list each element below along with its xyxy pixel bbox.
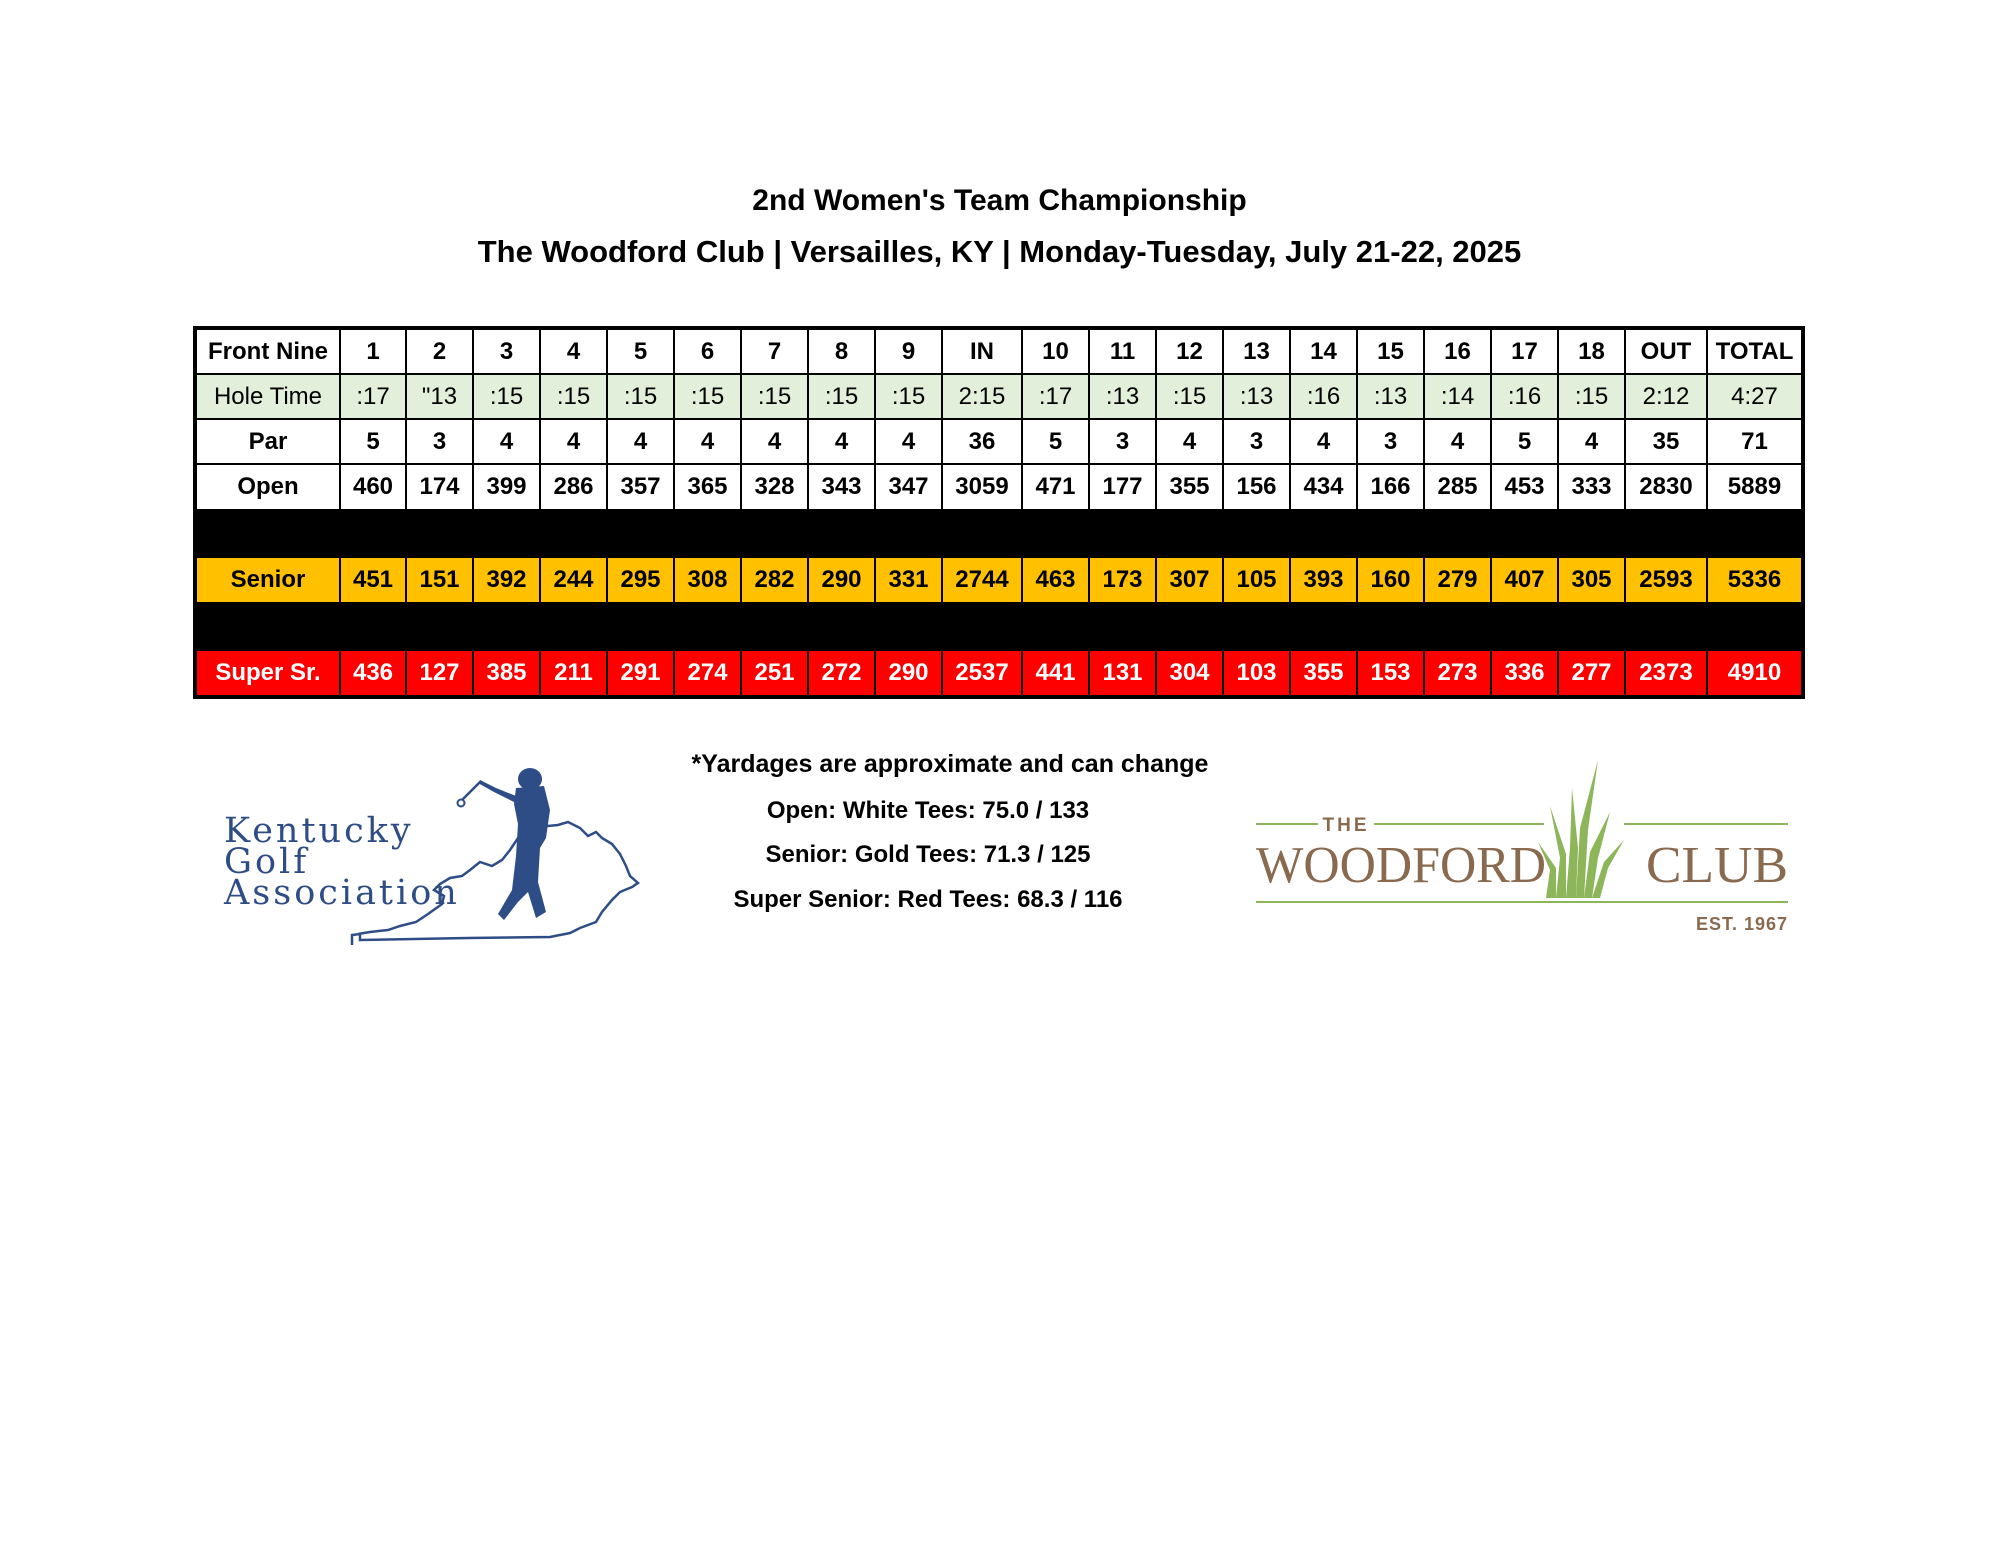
- score-cell: :15: [741, 374, 808, 419]
- score-cell: 11: [1089, 328, 1156, 374]
- header-row: [195, 328, 1803, 374]
- score-cell: 5: [340, 419, 406, 464]
- score-cell: 285: [1424, 464, 1491, 510]
- score-cell: :15: [808, 374, 875, 419]
- score-cell: 355: [1156, 464, 1223, 510]
- score-cell: 399: [473, 464, 540, 510]
- score-cell: 2:12: [1625, 374, 1707, 419]
- score-cell: 304: [1156, 650, 1223, 697]
- score-cell: 5: [1491, 419, 1558, 464]
- score-cell: 393: [1290, 557, 1357, 603]
- score-cell: 153: [1357, 650, 1424, 697]
- open-tee-rating: Open: White Tees: 75.0 / 133: [766, 797, 1090, 824]
- score-cell: 3: [473, 328, 540, 374]
- score-cell: 279: [1424, 557, 1491, 603]
- score-cell: 2744: [942, 557, 1022, 603]
- score-cell: :15: [607, 374, 674, 419]
- score-cell: 407: [1491, 557, 1558, 603]
- score-cell: 291: [607, 650, 674, 697]
- super-senior-yardage-row: [195, 650, 1803, 697]
- score-cell: :15: [473, 374, 540, 419]
- kga-logo-line2: Golf: [224, 842, 310, 882]
- score-cell: 272: [808, 650, 875, 697]
- score-cell: 4: [540, 419, 607, 464]
- separator-row: [195, 603, 1803, 650]
- score-cell: :15: [1558, 374, 1625, 419]
- score-cell: 127: [406, 650, 473, 697]
- hole-time-row: [195, 374, 1803, 419]
- separator-cell: [195, 510, 1803, 557]
- senior-tee-rating: Senior: Gold Tees: 71.3 / 125: [765, 841, 1091, 868]
- score-cell: :13: [1357, 374, 1424, 419]
- score-cell: 177: [1089, 464, 1156, 510]
- score-cell: 471: [1022, 464, 1089, 510]
- kga-logo-line1: Kentucky: [224, 811, 414, 851]
- score-cell: 305: [1558, 557, 1625, 603]
- score-cell: 12: [1156, 328, 1223, 374]
- score-cell: 8: [808, 328, 875, 374]
- woodford-logo-est: EST. 1967: [1695, 914, 1788, 934]
- score-cell: 4: [1290, 419, 1357, 464]
- score-cell: 453: [1491, 464, 1558, 510]
- score-cell: 347: [875, 464, 942, 510]
- score-cell: 365: [674, 464, 741, 510]
- woodford-club-logo: [1254, 758, 1790, 936]
- grass-tuft-icon: [1538, 760, 1624, 898]
- score-cell: :15: [674, 374, 741, 419]
- score-cell: 331: [875, 557, 942, 603]
- score-cell: 441: [1022, 650, 1089, 697]
- score-cell: 273: [1424, 650, 1491, 697]
- score-cell: 18: [1558, 328, 1625, 374]
- score-cell: 3: [406, 419, 473, 464]
- score-cell: 103: [1223, 650, 1290, 697]
- score-cell: 2: [406, 328, 473, 374]
- score-cell: 274: [674, 650, 741, 697]
- event-subtitle: The Woodford Club | Versailles, KY | Monday-Tuesday, July 21-22, 2025: [477, 234, 1522, 269]
- score-cell: 333: [1558, 464, 1625, 510]
- score-cell: 14: [1290, 328, 1357, 374]
- score-cell: 4: [808, 419, 875, 464]
- row-label: Front Nine: [195, 328, 340, 374]
- score-cell: 244: [540, 557, 607, 603]
- score-cell: 4: [1424, 419, 1491, 464]
- score-cell: 35: [1625, 419, 1707, 464]
- score-cell: 2593: [1625, 557, 1707, 603]
- score-cell: 451: [340, 557, 406, 603]
- score-cell: 71: [1707, 419, 1803, 464]
- score-cell: 3: [1089, 419, 1156, 464]
- score-cell: 343: [808, 464, 875, 510]
- score-cell: :15: [875, 374, 942, 419]
- separator-cell: [195, 603, 1803, 650]
- score-cell: 17: [1491, 328, 1558, 374]
- score-cell: 131: [1089, 650, 1156, 697]
- score-cell: 105: [1223, 557, 1290, 603]
- score-cell: 385: [473, 650, 540, 697]
- score-cell: 290: [875, 650, 942, 697]
- score-cell: 392: [473, 557, 540, 603]
- score-cell: 3059: [942, 464, 1022, 510]
- score-cell: 357: [607, 464, 674, 510]
- score-cell: :15: [540, 374, 607, 419]
- score-cell: 308: [674, 557, 741, 603]
- score-cell: "13: [406, 374, 473, 419]
- score-cell: 174: [406, 464, 473, 510]
- score-cell: 2537: [942, 650, 1022, 697]
- score-cell: IN: [942, 328, 1022, 374]
- score-cell: 460: [340, 464, 406, 510]
- score-cell: 4: [875, 419, 942, 464]
- score-cell: :16: [1290, 374, 1357, 419]
- score-cell: 251: [741, 650, 808, 697]
- score-cell: :14: [1424, 374, 1491, 419]
- score-cell: 2373: [1625, 650, 1707, 697]
- score-cell: 4: [741, 419, 808, 464]
- score-cell: 5889: [1707, 464, 1803, 510]
- score-cell: 282: [741, 557, 808, 603]
- score-cell: 1: [340, 328, 406, 374]
- score-cell: 173: [1089, 557, 1156, 603]
- score-cell: 4910: [1707, 650, 1803, 697]
- par-row: [195, 419, 1803, 464]
- score-cell: :16: [1491, 374, 1558, 419]
- score-cell: 7: [741, 328, 808, 374]
- score-cell: 2830: [1625, 464, 1707, 510]
- row-label: Par: [195, 419, 340, 464]
- page-title: 2nd Women's Team Championship: [752, 184, 1247, 217]
- score-cell: :13: [1089, 374, 1156, 419]
- score-cell: 5336: [1707, 557, 1803, 603]
- score-cell: 5: [607, 328, 674, 374]
- row-label: Super Sr.: [195, 650, 340, 697]
- separator-row: [195, 510, 1803, 557]
- senior-yardage-row: [195, 557, 1803, 603]
- score-cell: 436: [340, 650, 406, 697]
- score-cell: 307: [1156, 557, 1223, 603]
- score-cell: TOTAL: [1707, 328, 1803, 374]
- score-cell: :13: [1223, 374, 1290, 419]
- score-cell: 4:27: [1707, 374, 1803, 419]
- score-cell: 4: [607, 419, 674, 464]
- score-cell: 5: [1022, 419, 1089, 464]
- golfer-silhouette-icon: [458, 768, 551, 920]
- score-cell: 328: [741, 464, 808, 510]
- woodford-logo-the: THE: [1322, 815, 1370, 836]
- score-cell: 6: [674, 328, 741, 374]
- score-cell: 4: [1558, 419, 1625, 464]
- score-cell: 3: [1223, 419, 1290, 464]
- yardage-disclaimer: *Yardages are approximate and can change: [691, 750, 1209, 778]
- score-cell: 4: [473, 419, 540, 464]
- score-cell: 10: [1022, 328, 1089, 374]
- row-label: Senior: [195, 557, 340, 603]
- score-cell: :17: [340, 374, 406, 419]
- score-cell: :17: [1022, 374, 1089, 419]
- score-cell: 286: [540, 464, 607, 510]
- score-cell: 295: [607, 557, 674, 603]
- score-cell: 166: [1357, 464, 1424, 510]
- score-cell: 463: [1022, 557, 1089, 603]
- row-label: Hole Time: [195, 374, 340, 419]
- score-cell: 277: [1558, 650, 1625, 697]
- score-cell: 4: [540, 328, 607, 374]
- open-yardage-row: [195, 464, 1803, 510]
- kentucky-golf-association-logo: [218, 752, 664, 952]
- score-cell: 4: [1156, 419, 1223, 464]
- score-cell: 16: [1424, 328, 1491, 374]
- woodford-logo-name-left: WOODFORD: [1256, 837, 1546, 894]
- score-cell: 4: [674, 419, 741, 464]
- score-cell: 15: [1357, 328, 1424, 374]
- score-cell: 3: [1357, 419, 1424, 464]
- score-cell: 36: [942, 419, 1022, 464]
- score-cell: 434: [1290, 464, 1357, 510]
- score-cell: 9: [875, 328, 942, 374]
- score-cell: 151: [406, 557, 473, 603]
- score-cell: 160: [1357, 557, 1424, 603]
- score-cell: 336: [1491, 650, 1558, 697]
- scorecard-table: [193, 326, 1805, 699]
- score-cell: 2:15: [942, 374, 1022, 419]
- score-cell: 156: [1223, 464, 1290, 510]
- score-cell: 13: [1223, 328, 1290, 374]
- kga-logo-line3: Association: [224, 873, 460, 913]
- score-cell: 290: [808, 557, 875, 603]
- row-label: Open: [195, 464, 340, 510]
- score-cell: 211: [540, 650, 607, 697]
- score-cell: :15: [1156, 374, 1223, 419]
- score-cell: 355: [1290, 650, 1357, 697]
- super-senior-tee-rating: Super Senior: Red Tees: 68.3 / 116: [733, 886, 1123, 913]
- woodford-logo-name-right: CLUB: [1646, 837, 1788, 894]
- score-cell: OUT: [1625, 328, 1707, 374]
